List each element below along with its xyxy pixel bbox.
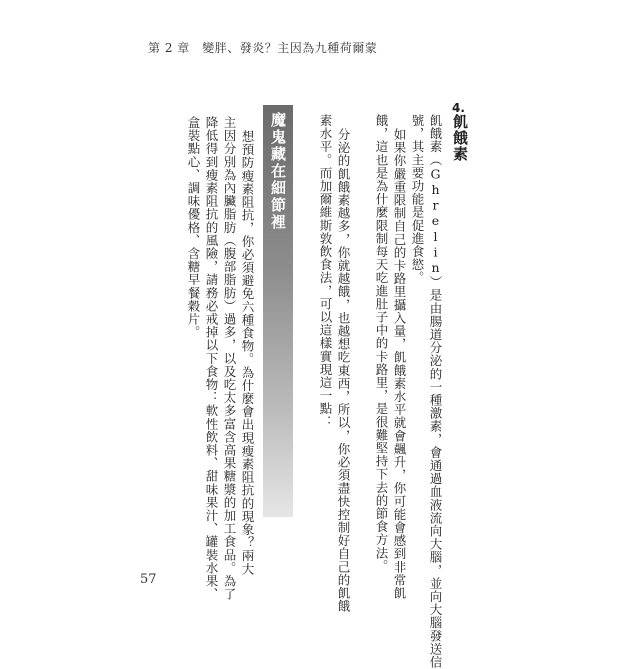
running-header: 第 2 章 變胖、發炎？主因為九種荷爾蒙 (148, 41, 378, 55)
body-column-4: 餓，這也是為什麼限制每天吃進肚子中的卡路里，是很難堅持下去的節食方法。 (374, 114, 389, 573)
section-number: 4. (452, 101, 465, 115)
body-column-1: 飢餓素（Ghrelin）是由腸道分泌的一種激素，會通過血液流向大腦，並向大腦發送信 (428, 114, 443, 669)
section-title: 飢餓素 (451, 114, 469, 162)
body-column-3: 如果你嚴重限制自己的卡路里攝入量，飢餓素水平就會飆升，你可能會感到非常飢 (392, 128, 407, 600)
sidebar-column-2: 主因分別為內臟脂肪（腹部脂肪）過多，以及吃太多富含高果糖漿的加工食品。為了 (222, 116, 237, 601)
sidebar-column-1: 想預防瘦素阻抗，你必須避免六種食物。為什麼會出現瘦素阻抗的現象？兩大 (240, 130, 255, 576)
sidebar-column-4: 盒裝點心、調味優格、含糖早餐穀片。 (186, 116, 201, 339)
body-column-5: 分泌的飢餓素越多，你就越餓，也越想吃東西，所以，你必須盡快控制好自己的飢餓 (336, 128, 351, 613)
sidebar-column-3: 降低得到瘦素阻抗的風險，請務必戒掉以下食物：軟性飲料、甜味果汁、罐裝水果、 (204, 116, 219, 601)
body-column-2: 號，其主要功能是促進食慾。 (410, 114, 425, 285)
sidebar-title: 魔鬼藏在細節裡 (269, 112, 287, 231)
body-column-6: 素水平。而加爾維斯敦飲食法，可以這樣實現這一點： (318, 114, 333, 429)
page-number: 57 (140, 572, 157, 587)
